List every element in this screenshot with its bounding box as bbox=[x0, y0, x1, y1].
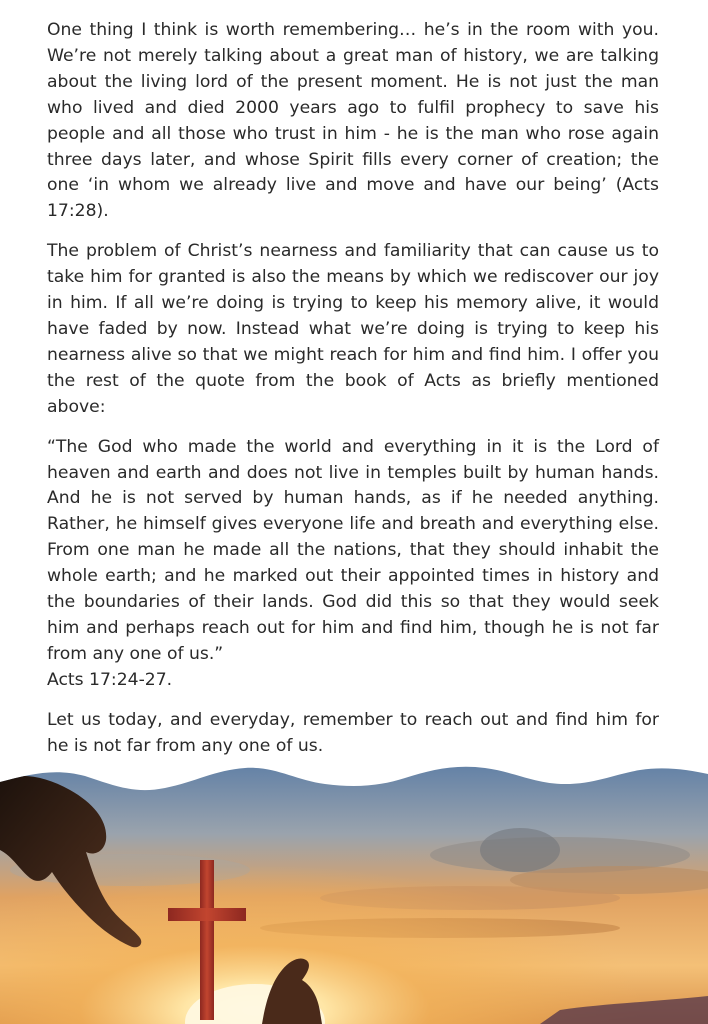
quote-citation: Acts 17:24-27. bbox=[47, 669, 173, 690]
paragraph-1: One thing I think is worth remembering… he’s in the room with you. We’re not merely talking about a great man of history, we are talking about the living lord of the present moment. He is not just the man who lived and died 2000 years ago to fulfil prophecy to save his people and all those who trust in him - he is the man who rose again three days later, and whose Spirit fills every corner of creation; the one ‘in whom we already live and move and have our being’ (Acts 17:28). bbox=[47, 20, 659, 222]
article-body bbox=[47, 18, 659, 773]
sunset-cross-illustration bbox=[0, 760, 708, 1024]
sun-glow bbox=[0, 760, 708, 1024]
scripture-quote bbox=[47, 435, 659, 694]
paragraph-2: The problem of Christ’s nearness and familiarity that can cause us to take him for granted is also the means by which we rediscover our joy in him. If all we’re doing is trying to keep his memory alive, it would have faded by now. Instead what we’re doing is trying to keep his nearness alive so that we might reach for him and find him. I offer you the rest of the quote from the book of Acts as briefly mentioned above: bbox=[47, 241, 659, 417]
closing-paragraph: Let us today, and everyday, remember to reach out and find him for he is not far from any one of us. bbox=[47, 709, 659, 756]
quote-text: “The God who made the world and everything in it is the Lord of heaven and earth and does not live in temples built by human hands. And he is not served by human hands, as if he needed anything. Rather, he himself gives everyone life and breath and everything else. From one man he made all the nations, that they should inhabit the whole earth; and he marked out their appointed times in history and the boundaries of their lands. God did this so that they would seek him and perhaps reach out for him and find him, though he is not far from any one of us.” bbox=[47, 436, 659, 664]
